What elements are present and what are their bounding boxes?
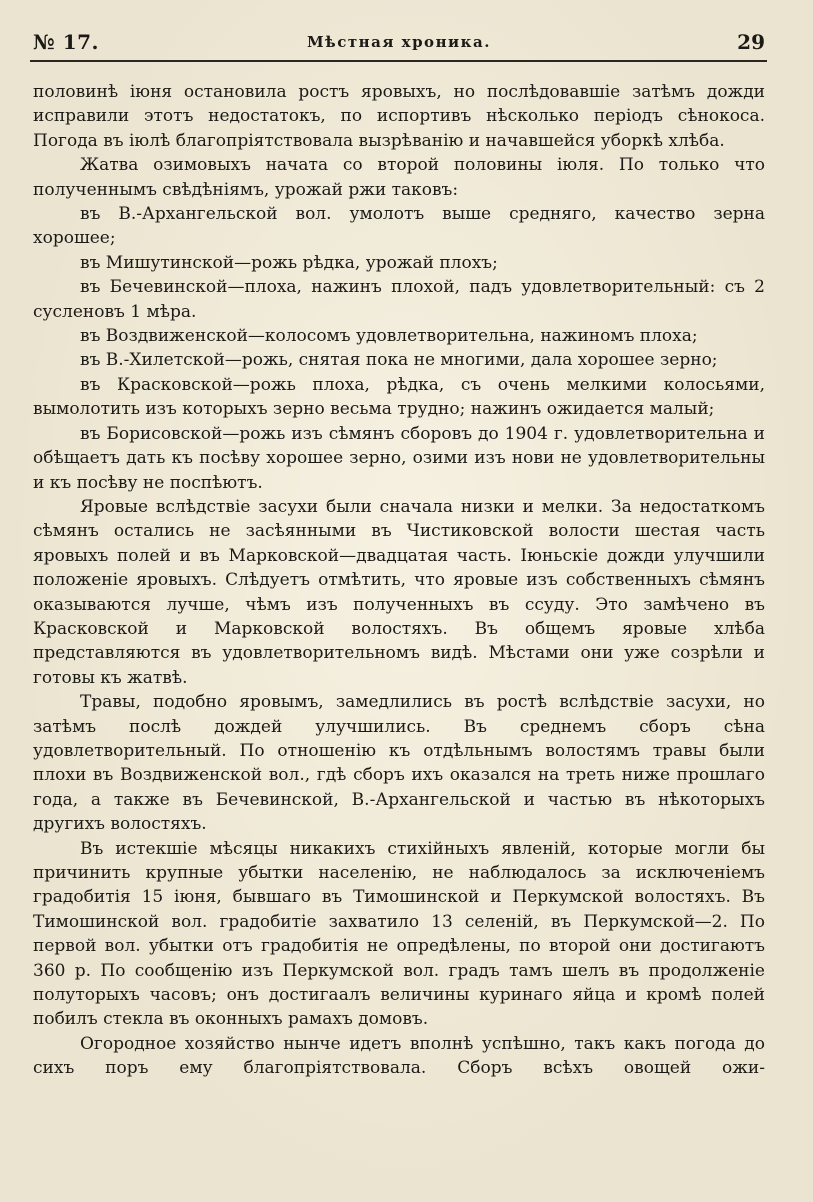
paragraph: въ В.-Архангельской вол. умолотъ выше средняго, качество зерна хорошее; [33,204,765,249]
paragraph: Жатва озимовыхъ начата со второй половины іюля. По только что полученнымъ свѣдѣніямъ, урожай ржи таковъ: [33,155,765,200]
issue-number: № 17. [33,30,99,54]
paragraph: въ В.-Хилетской—рожь, снятая пока не многими, дала хорошее зерно; [80,350,718,371]
page-number: 29 [737,30,765,54]
paragraph: Огородное хозяйство нынче идетъ вполнѣ успѣшно, такъ какъ погода до сихъ поръ ему благопріятствовала. Сборъ всѣхъ овощей ожи- [33,1033,765,1079]
paragraph: въ Мишутинской—рожь рѣдка, урожай плохъ; [80,252,498,273]
header-rule [30,60,767,62]
paragraph: въ Бечевинской—плоха, нажинъ плохой, падъ удовлетворительный: съ 2 сусленовъ 1 мѣра. [33,277,765,322]
page-header [33,26,765,56]
paragraph: половинѣ іюня остановила ростъ яровыхъ, но послѣдовавшіе затѣмъ дожди исправили этотъ недостатокъ, по испортивъ нѣсколько періодъ сѣнокоса. Погода въ іюлѣ благопріятствовала вызрѣванію и начавшейся уборкѣ хлѣба. [33,82,765,151]
article-body [33,80,765,1081]
paragraph: въ Воздвиженской—колосомъ удовлетворительна, нажиномъ плоха; [80,326,698,347]
paragraph: Травы, подобно яровымъ, замедлились въ ростѣ вслѣдствіе засухи, но затѣмъ послѣ дождей улучшились. Въ среднемъ сборъ сѣна удовлетворительный. По отношенію къ отдѣльнымъ волостямъ травы были плохи въ Воздвиженской вол., гдѣ сборъ ихъ оказался на треть ниже прошлаго года, а также въ Бечевинской, В.-Архангельской и частью въ нѣкоторыхъ другихъ волостяхъ. [33,692,765,835]
paragraph: въ Борисовской—рожь изъ сѣмянъ сборовъ до 1904 г. удовлетворительна и обѣщаетъ дать къ посѣву хорошее зерно, озими изъ нови не удовлетворительны и къ посѣву не поспѣютъ. [33,423,765,493]
section-title: Мѣстная хроника. [307,33,491,51]
paragraph: въ Красковской—рожь плоха, рѣдка, съ очень мелкими колосьями, вымолотить изъ которыхъ зерно весьма трудно; нажинъ ожидается малый; [33,374,765,420]
paragraph: Яровые вслѣдствіе засухи были сначала низки и мелки. За недостаткомъ сѣмянъ остались не засѣянными въ Чистиковской волости шестая часть яровыхъ полей и въ Марковской—двадцатая часть. Іюньскіе дожди улучшили положеніе яровыхъ. Слѣдуетъ отмѣтить, что яровые изъ собственныхъ сѣмянъ оказываются лучше, чѣмъ изъ полученныхъ въ ссуду. Это замѣчено въ Красковской и Марковской волостяхъ. Въ общемъ яровые хлѣба представляются въ удовлетворительномъ видѣ. Мѣстами они уже созрѣли и готовы къ жатвѣ. [33,496,765,688]
paragraph: Въ истекшіе мѣсяцы никакихъ стихійныхъ явленій, которые могли бы причинить крупные убытки населенію, не наблюдалось за исключеніемъ градобитія 15 іюня, бывшаго въ Тимошинской и Перкумской волостяхъ. Въ Тимошинской вол. градобитіе захватило 13 селеній, въ Перкумской—2. По первой вол. убытки отъ градобитія не опредѣлены, по второй они достигаютъ 360 р. По сообщенію изъ Перкумской вол. градъ тамъ шелъ въ продолженіе полуторыхъ часовъ; онъ достигаалъ величины куринаго яйца и кромѣ полей побилъ стекла въ оконныхъ рамахъ домовъ. [33,838,765,1030]
